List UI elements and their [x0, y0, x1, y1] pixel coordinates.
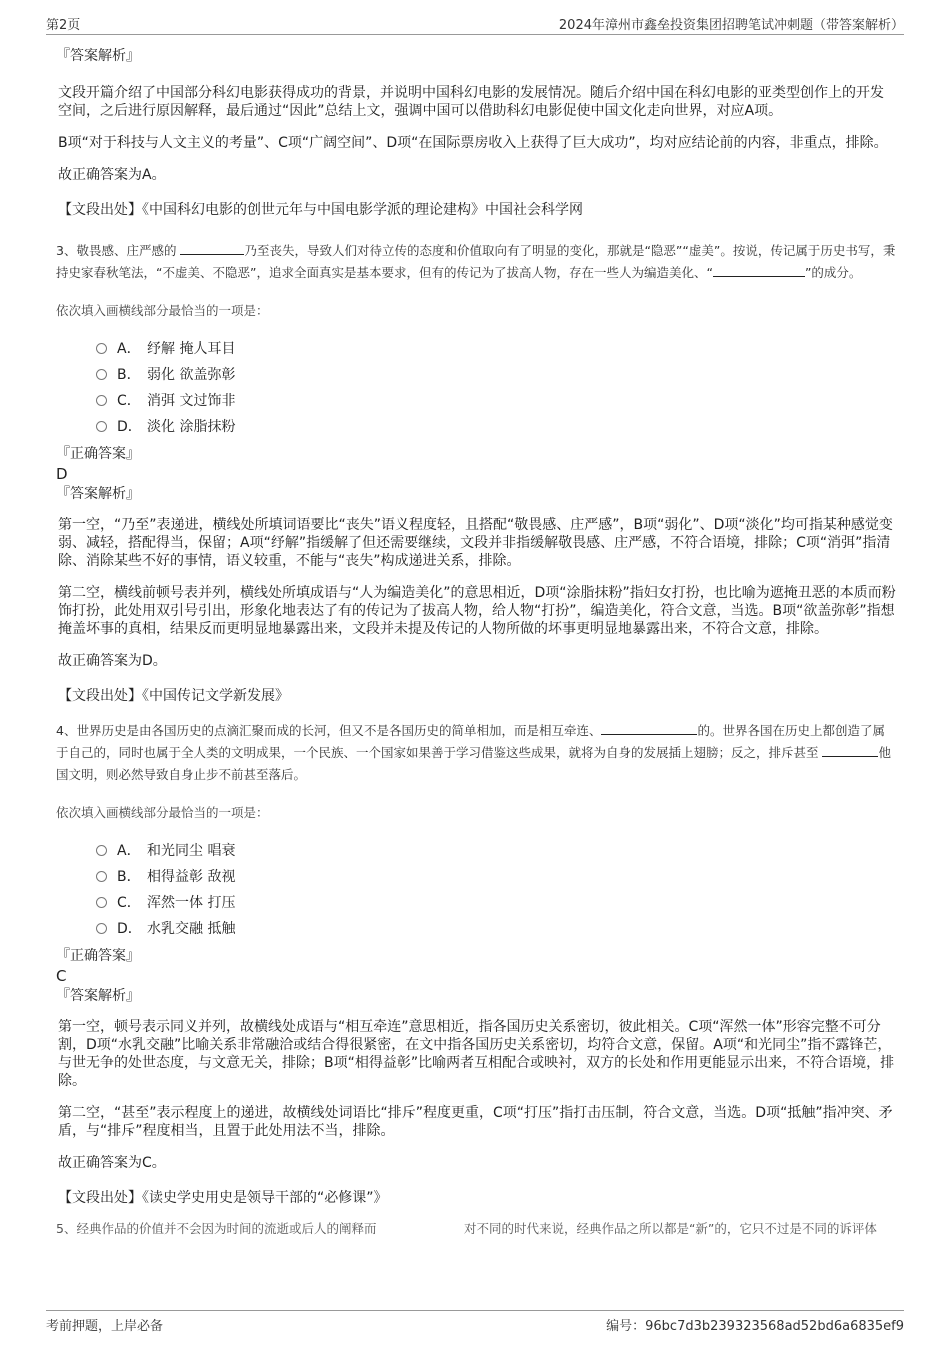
analysis-label: 『答案解析』	[56, 988, 140, 1004]
correct-answer: C	[56, 967, 67, 985]
radio-icon[interactable]	[96, 369, 107, 380]
radio-icon[interactable]	[96, 395, 107, 406]
radio-icon[interactable]	[96, 871, 107, 882]
analysis-paragraph: B项“对于科技与人文主义的考量”、C项“广阔空间”、D项“在国际票房收入上获得了巨大成功”，均对应结论前的内容，非重点，排除。	[58, 135, 888, 151]
blank-line	[822, 742, 878, 757]
correct-answer-label: 『正确答案』	[56, 948, 140, 964]
radio-icon[interactable]	[96, 421, 107, 432]
radio-icon[interactable]	[96, 845, 107, 856]
analysis-conclusion: 故正确答案为C。	[58, 1155, 166, 1171]
analysis-paragraph: 文段开篇介绍了中国部分科幻电影获得成功的背景，并说明中国科幻电影的发展情况。随后介绍中国在科幻电影的亚类型创作上的开发空间，之后进行原因解释，最后通过“因此”总结上文，强调中国可以借助科幻电影促使中国文化走向世界，对应A项。	[58, 85, 884, 119]
blank-line	[713, 262, 805, 277]
analysis-conclusion: 故正确答案为A。	[58, 167, 166, 183]
radio-icon[interactable]	[96, 897, 107, 908]
option-d[interactable]: D． 水乳交融 抵触	[96, 916, 896, 942]
document-title: 2024年漳州市鑫垒投资集团招聘笔试冲刺题（带答案解析）	[558, 18, 904, 33]
blank-line	[180, 240, 244, 255]
question-5-stem-cutoff: 5、经典作品的价值并不会因为时间的流逝或后人的阐释而 对不同的时代来说，经典作品之所以都是“新”的，它只不过是不同的诉评体	[56, 1221, 877, 1236]
analysis-paragraph: 第一空，“乃至”表递进，横线处所填词语要比“丧失”语义程度轻，且搭配“敬畏感、庄严感”，B项“弱化”、D项“淡化”均可指某种感觉变弱、减轻，搭配得当，保留；A项“纾解”指缓解了但还需要继续，文段并非指缓解敬畏感、庄严感，不符合语境，排除；C项“消弭”指清除、消除某些不好的事情，语义较重，不能与“丧失”构成递进关系，排除。	[58, 517, 893, 569]
option-a[interactable]: A． 和光同尘 唱衰	[96, 838, 896, 864]
analysis-label: 『答案解析』	[56, 486, 140, 502]
analysis-paragraph: 第二空，横线前顿号表并列，横线处所填成语与“人为编造美化”的意思相近，D项“涂脂抹粉”指妇女打扮，也比喻为遮掩丑恶的本质而粉饰打扮，此处用双引号引出，形象化地表达了有的传记为了拔高人物，给人物“打扮”，编造美化，符合文意，当选。B项“欲盖弥彰”指想掩盖坏事的真相，结果反而更明显地暴露出来，文段并未提及传记的人物所做的坏事更明显地暴露出来，不符合文意，排除。	[58, 585, 896, 637]
option-c[interactable]: C． 浑然一体 打压	[96, 890, 896, 916]
document-code: 编号：96bc7d3b239323568ad52bd6a6835ef9	[606, 1319, 904, 1334]
blank-line	[601, 720, 697, 735]
question-3-stem: 3、敬畏感、庄严感的 乃至丧失，导致人们对待立传的态度和价值取向有了明显的变化，那就是“隐恶”“虚美”。按说，传记属于历史书写，秉持史家春秋笔法，“不虚美、不隐恶”，追求全面真实是基本要求，但有的传记为了拔高人物，存在一些人为编造美化、“ ”的成分。	[56, 240, 896, 284]
question-4-options	[96, 838, 896, 942]
passage-source: 【文段出处】《读史学史用史是领导干部的“必修课”》	[58, 1190, 388, 1206]
passage-source: 【文段出处】《中国科幻电影的创世元年与中国电影学派的理论建构》中国社会科学网	[58, 202, 583, 218]
page-header	[46, 12, 904, 35]
analysis-paragraph: 第二空，“甚至”表示程度上的递进，故横线处词语比“排斥”程度更重，C项“打压”指打击压制，符合文意，当选。D项“抵触”指冲突、矛盾，与“排斥”程度相当，且置于此处用法不当，排除。	[58, 1105, 893, 1139]
analysis-conclusion: 故正确答案为D。	[58, 653, 167, 669]
page-content	[56, 44, 896, 1236]
option-b[interactable]: B． 相得益彰 敌视	[96, 864, 896, 890]
page-number: 第2页	[46, 18, 81, 33]
radio-icon[interactable]	[96, 343, 107, 354]
option-a[interactable]: A． 纾解 掩人耳目	[96, 336, 896, 362]
question-3-options	[96, 336, 896, 440]
question-prompt: 依次填入画横线部分最恰当的一项是：	[56, 303, 269, 318]
footer-slogan: 考前押题，上岸必备	[46, 1319, 164, 1334]
option-d[interactable]: D． 淡化 涂脂抹粉	[96, 414, 896, 440]
passage-source: 【文段出处】《中国传记文学新发展》	[58, 688, 289, 704]
option-c[interactable]: C． 消弭 文过饰非	[96, 388, 896, 414]
page-footer	[46, 1310, 904, 1333]
option-b[interactable]: B． 弱化 欲盖弥彰	[96, 362, 896, 388]
correct-answer-label: 『正确答案』	[56, 446, 140, 462]
question-prompt: 依次填入画横线部分最恰当的一项是：	[56, 805, 269, 820]
correct-answer: D	[56, 465, 68, 483]
question-4-stem: 4、世界历史是由各国历史的点滴汇聚而成的长河，但又不是各国历史的简单相加，而是相互牵连、 的。世界各国在历史上都创造了属于自己的，同时也属于全人类的文明成果，一个民族、一个国家如果善于学习借鉴这些成果，就将为自身的发展插上翅膀；反之，排斥甚至 他国文明，则必然导致自身止步不前甚至落后。	[56, 720, 896, 786]
radio-icon[interactable]	[96, 923, 107, 934]
analysis-paragraph: 第一空，顿号表示同义并列，故横线处成语与“相互牵连”意思相近，指各国历史关系密切，彼此相关。C项“浑然一体”形容完整不可分割，D项“水乳交融”比喻关系非常融洽或结合得很紧密，在文中指各国历史关系密切，均符合文意，保留。A项“和光同尘”指不露锋芒，与世无争的处世态度，与文意无关，排除；B项“相得益彰”比喻两者互相配合或映衬，双方的长处和作用更能显示出来，不符合语境，排除。	[58, 1019, 895, 1089]
analysis-label: 『答案解析』	[56, 48, 140, 64]
